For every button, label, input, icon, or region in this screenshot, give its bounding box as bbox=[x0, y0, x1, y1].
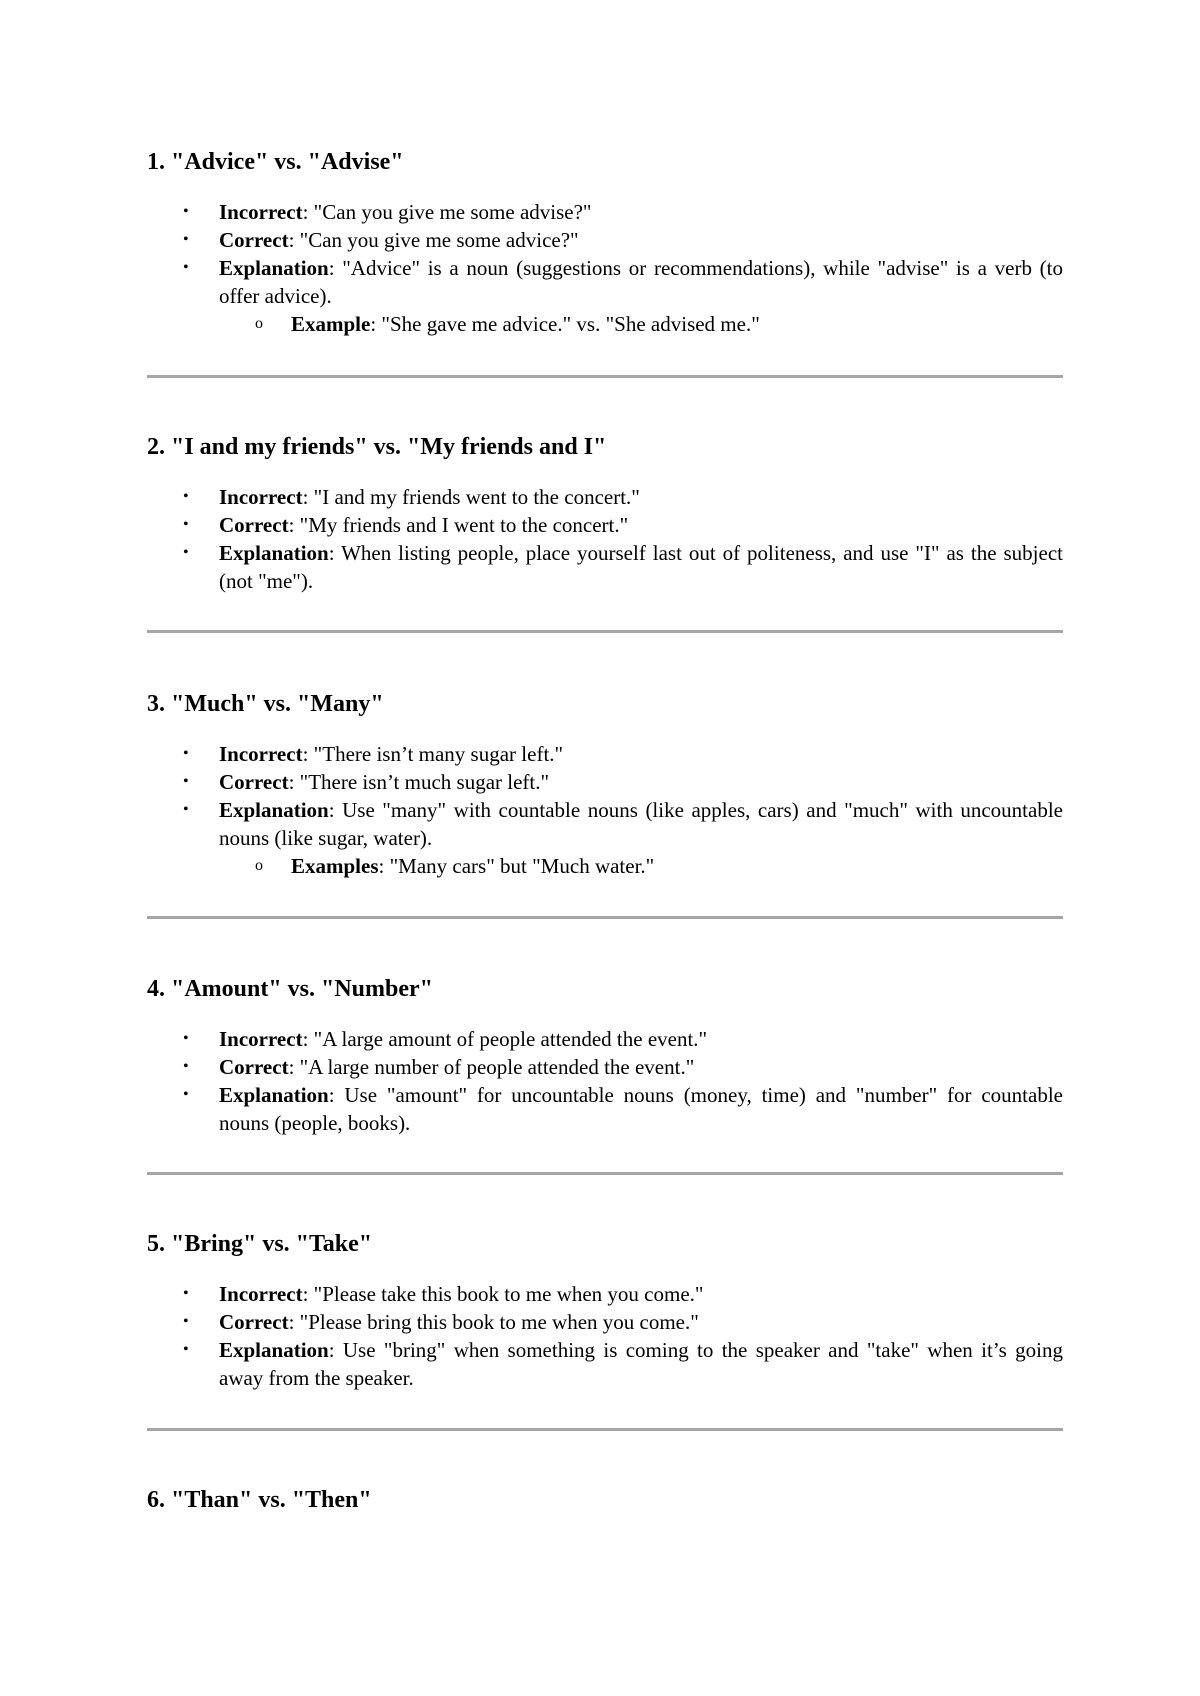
bullet-icon: • bbox=[183, 203, 189, 220]
list-item bbox=[147, 198, 1063, 226]
sub-item-label: Examples bbox=[291, 854, 379, 878]
section-heading: 5. "Bring" vs. "Take" bbox=[147, 1231, 373, 1257]
bullet-list bbox=[147, 1025, 1063, 1137]
sub-list-item bbox=[219, 310, 1063, 338]
item-text: : "Please bring this book to me when you come." bbox=[288, 1310, 699, 1334]
item-label: Explanation bbox=[219, 541, 329, 565]
horizontal-rule bbox=[147, 375, 1063, 378]
item-text: : "My friends and I went to the concert." bbox=[288, 513, 629, 537]
item-text: : Use "many" with countable nouns (like apples, cars) and "much" with uncountable nouns (like sugar, water). bbox=[219, 798, 1063, 850]
item-text: : "Can you give me some advise?" bbox=[302, 200, 592, 224]
list-item bbox=[147, 539, 1063, 595]
bullet-list bbox=[147, 198, 1063, 338]
section-1 bbox=[147, 146, 1063, 338]
item-label: Explanation bbox=[219, 256, 329, 280]
item-text: : "Advice" is a noun (suggestions or recommendations), while "advise" is a verb (to offer advice). bbox=[219, 256, 1063, 308]
item-label: Explanation bbox=[219, 1083, 329, 1107]
list-item bbox=[147, 1280, 1063, 1308]
section-heading: 2. "I and my friends" vs. "My friends and I" bbox=[147, 434, 607, 460]
list-item bbox=[147, 1081, 1063, 1137]
sub-item-text: : "Many cars" but "Much water." bbox=[378, 854, 655, 878]
bullet-icon: • bbox=[183, 1086, 189, 1103]
list-item bbox=[147, 254, 1063, 338]
item-label: Incorrect bbox=[219, 200, 303, 224]
bullet-icon: • bbox=[183, 1313, 189, 1330]
sub-item-text: : "She gave me advice." vs. "She advised me." bbox=[370, 312, 760, 336]
section-3 bbox=[147, 688, 1063, 880]
bullet-icon: • bbox=[183, 1341, 189, 1358]
item-label: Incorrect bbox=[219, 485, 303, 509]
item-label: Explanation bbox=[219, 1338, 329, 1362]
item-label: Correct bbox=[219, 1310, 289, 1334]
list-item bbox=[147, 768, 1063, 796]
list-item bbox=[147, 1308, 1063, 1336]
list-item bbox=[147, 796, 1063, 880]
horizontal-rule bbox=[147, 630, 1063, 633]
item-text: : Use "amount" for uncountable nouns (money, time) and "number" for countable nouns (people, books). bbox=[219, 1083, 1063, 1135]
sub-list bbox=[219, 310, 1063, 338]
bullet-icon: • bbox=[183, 773, 189, 790]
section-2 bbox=[147, 431, 1063, 595]
sub-item-label: Example bbox=[291, 312, 371, 336]
bullet-list bbox=[147, 1280, 1063, 1392]
horizontal-rule bbox=[147, 1428, 1063, 1431]
list-item bbox=[147, 226, 1063, 254]
bullet-icon: • bbox=[183, 801, 189, 818]
item-label: Incorrect bbox=[219, 1282, 303, 1306]
item-label: Incorrect bbox=[219, 742, 303, 766]
item-text: : "Can you give me some advice?" bbox=[288, 228, 579, 252]
list-item bbox=[147, 483, 1063, 511]
item-text: : "I and my friends went to the concert." bbox=[302, 485, 640, 509]
list-item bbox=[147, 1336, 1063, 1392]
item-label: Incorrect bbox=[219, 1027, 303, 1051]
item-label: Correct bbox=[219, 513, 289, 537]
item-label: Correct bbox=[219, 1055, 289, 1079]
item-text: : When listing people, place yourself last out of politeness, and use "I" as the subject (not "me"). bbox=[219, 541, 1063, 593]
bullet-icon: • bbox=[183, 745, 189, 762]
section-heading: 3. "Much" vs. "Many" bbox=[147, 691, 384, 717]
bullet-icon: • bbox=[183, 1058, 189, 1075]
list-item bbox=[147, 511, 1063, 539]
section-heading: 1. "Advice" vs. "Advise" bbox=[147, 149, 404, 175]
item-label: Correct bbox=[219, 228, 289, 252]
bullet-icon: • bbox=[183, 1285, 189, 1302]
list-item bbox=[147, 1025, 1063, 1053]
item-text: : "There isn’t much sugar left." bbox=[288, 770, 550, 794]
bullet-icon: • bbox=[183, 488, 189, 505]
bullet-icon: • bbox=[183, 1030, 189, 1047]
bullet-icon: • bbox=[183, 544, 189, 561]
section-heading: 6. "Than" vs. "Then" bbox=[147, 1487, 372, 1513]
sub-list-item bbox=[219, 852, 1063, 880]
item-text: : "A large amount of people attended the event." bbox=[302, 1027, 708, 1051]
item-label: Correct bbox=[219, 770, 289, 794]
section-4 bbox=[147, 973, 1063, 1137]
item-text: : Use "bring" when something is coming to the speaker and "take" when it’s going away from the speaker. bbox=[219, 1338, 1063, 1390]
bullet-icon: • bbox=[183, 231, 189, 248]
item-text: : "There isn’t many sugar left." bbox=[302, 742, 564, 766]
sub-list bbox=[219, 852, 1063, 880]
section-6 bbox=[147, 1484, 1063, 1516]
list-item bbox=[147, 740, 1063, 768]
circle-bullet-icon: o bbox=[255, 857, 263, 874]
item-label: Explanation bbox=[219, 798, 329, 822]
section-5 bbox=[147, 1228, 1063, 1392]
bullet-list bbox=[147, 483, 1063, 595]
list-item bbox=[147, 1053, 1063, 1081]
horizontal-rule bbox=[147, 916, 1063, 919]
item-text: : "Please take this book to me when you come." bbox=[302, 1282, 704, 1306]
bullet-icon: • bbox=[183, 516, 189, 533]
section-heading: 4. "Amount" vs. "Number" bbox=[147, 976, 433, 1002]
horizontal-rule bbox=[147, 1172, 1063, 1175]
item-text: : "A large number of people attended the event." bbox=[288, 1055, 695, 1079]
bullet-icon: • bbox=[183, 259, 189, 276]
bullet-list bbox=[147, 740, 1063, 880]
circle-bullet-icon: o bbox=[255, 315, 263, 332]
